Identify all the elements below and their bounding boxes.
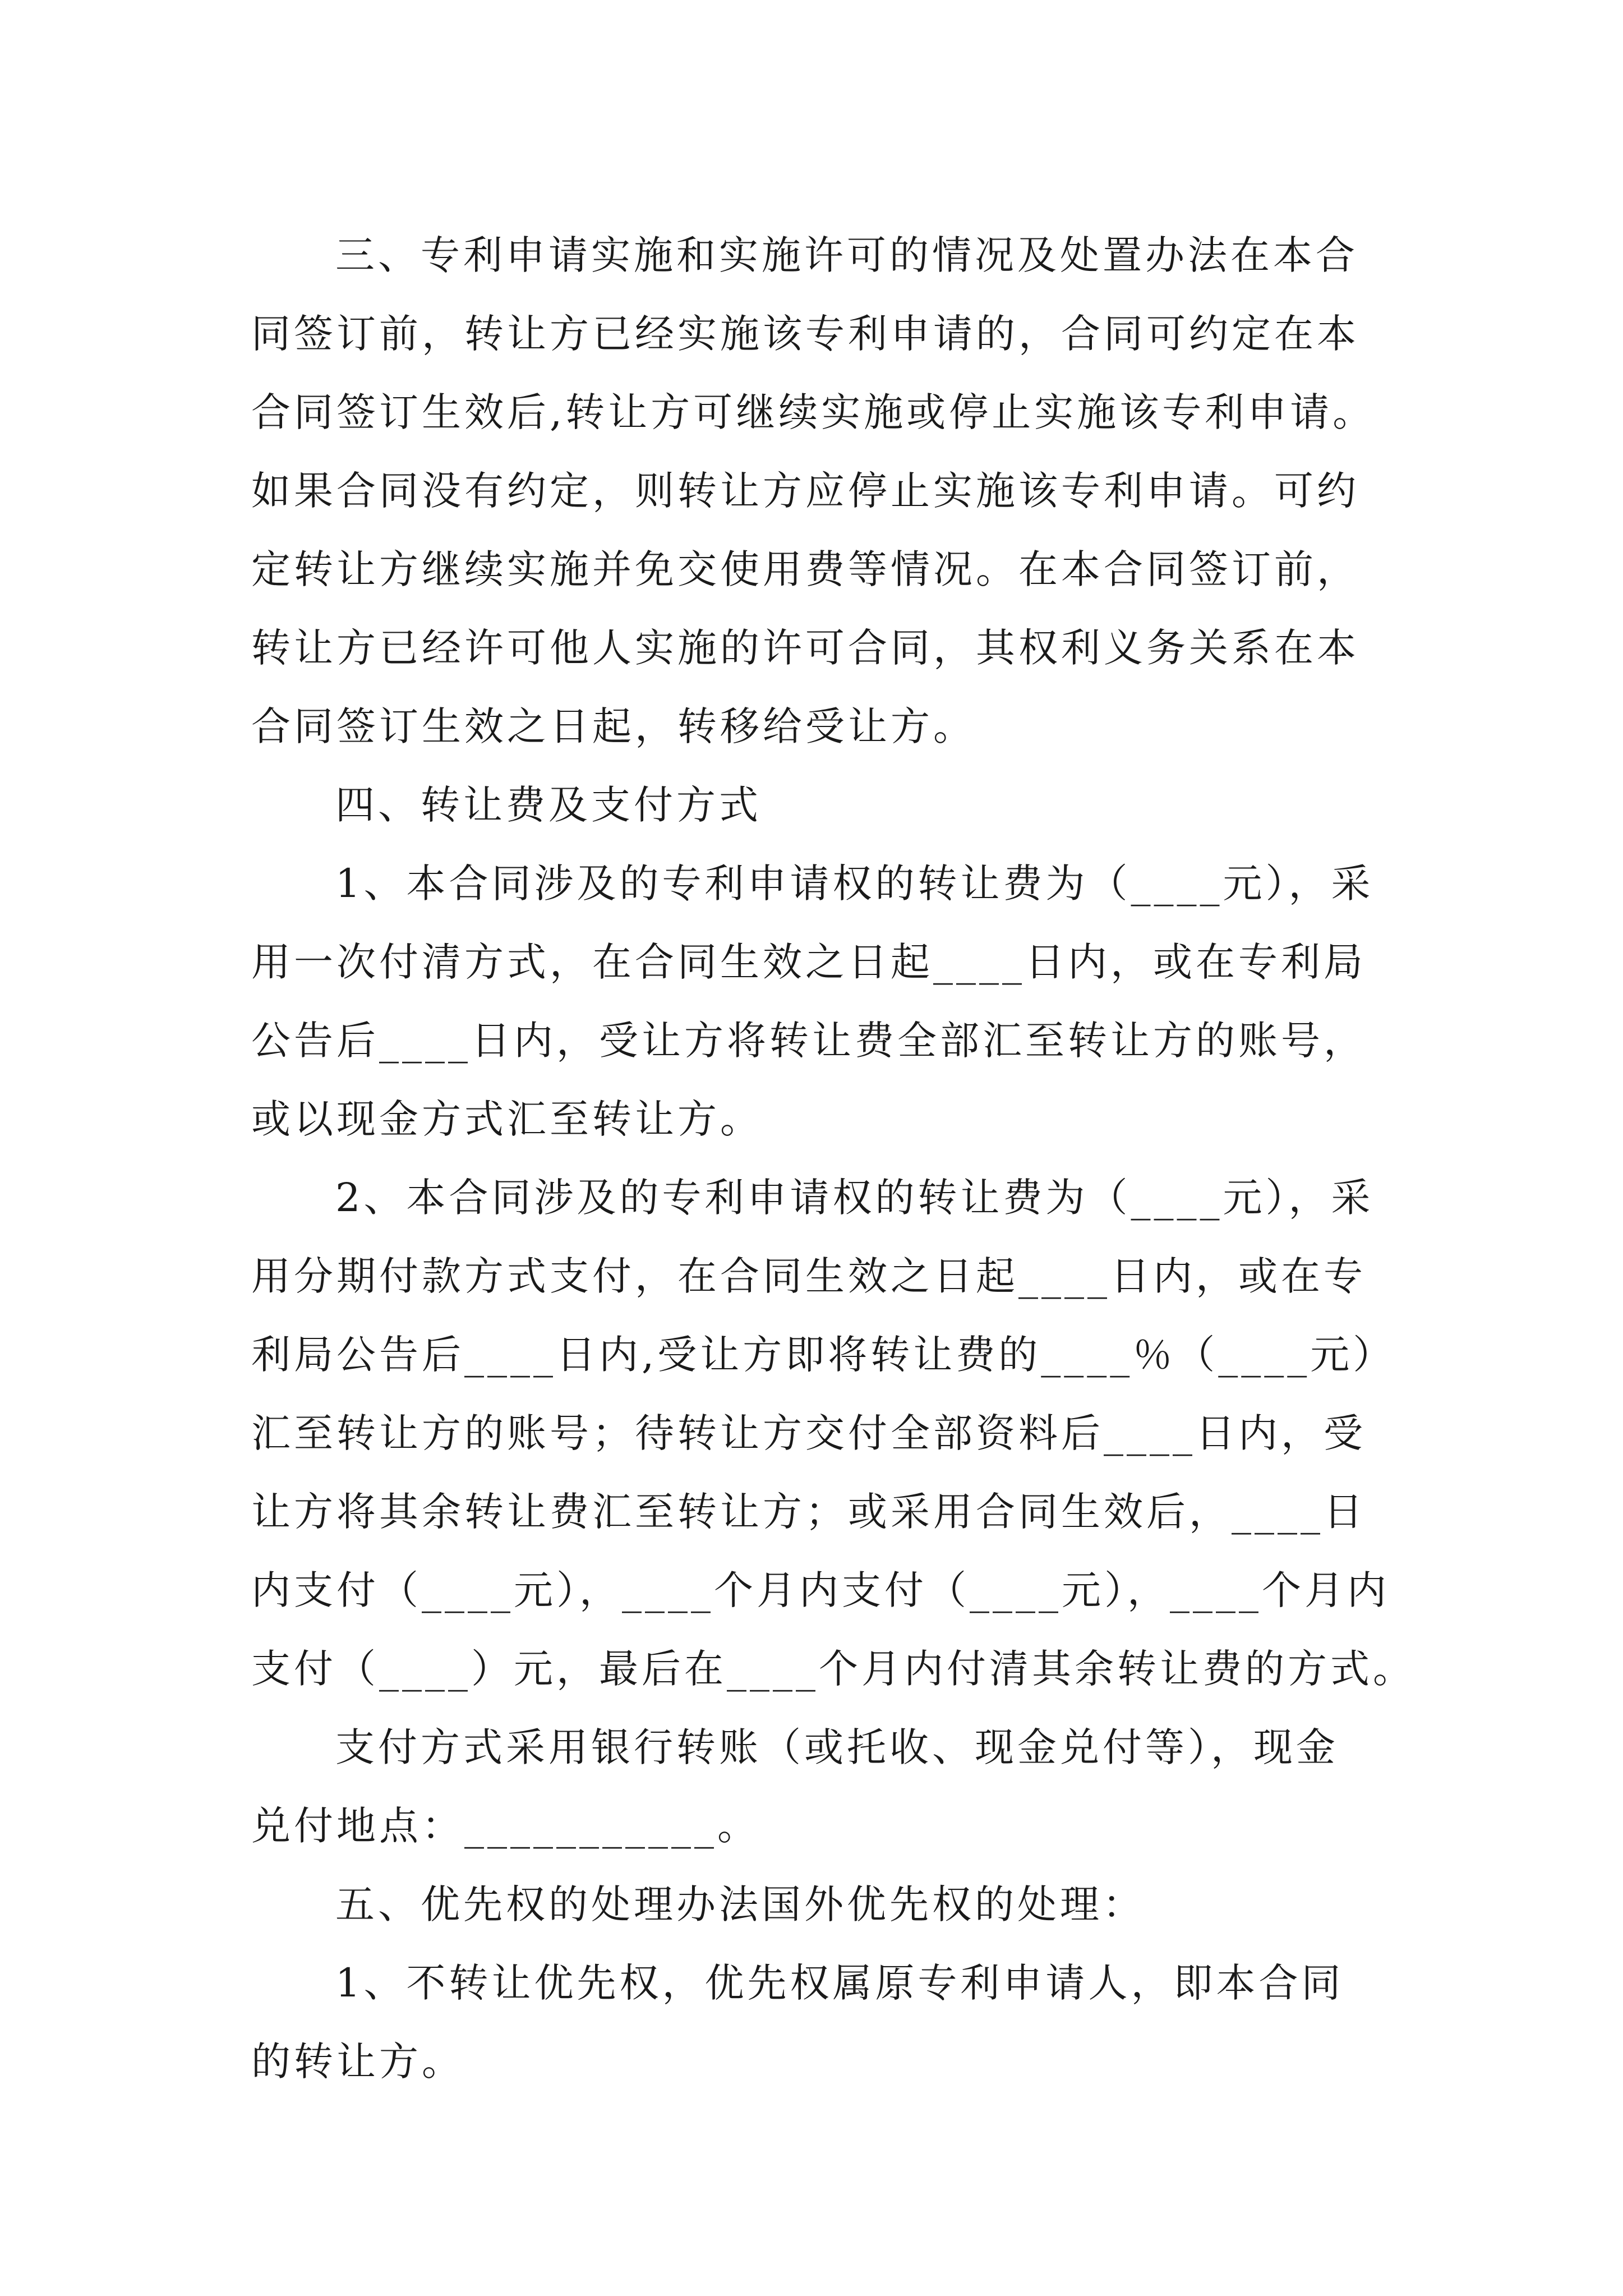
section-5-heading: 五、优先权的处理办法国外优先权的处理： [335, 1881, 1145, 1927]
text-line: 用分期付款方式支付，在合同生效之日起____日内，或在专 [251, 1253, 1366, 1299]
text-line: 或以现金方式汇至转让方。 [251, 1096, 763, 1142]
text-line: 让方将其余转让费汇至转让方；或采用合同生效后，____日 [251, 1489, 1366, 1535]
clause-4-1-line: 1、本合同涉及的专利申请权的转让费为（____元），采 [335, 861, 1374, 907]
text-line: 合同签订生效之日起，转移给受让方。 [251, 703, 976, 749]
text-line: 支付（____）元，最后在____个月内付清其余转让费的方式。 [251, 1646, 1415, 1692]
text-line: 转让方已经许可他人实施的许可合同，其权利义务关系在本 [251, 625, 1359, 671]
text-line: 同签订前，转让方已经实施该专利申请的，合同可约定在本 [251, 311, 1359, 357]
text-line: 内支付（____元），____个月内支付（____元），____个月内 [251, 1567, 1390, 1613]
text-line: 定转让方继续实施并免交使用费等情况。在本合同签订前， [251, 546, 1359, 592]
clause-5-1-line: 1、不转让优先权，优先权属原专利申请人，即本合同 [335, 1960, 1344, 2006]
text-line: 如果合同没有约定，则转让方应停止实施该专利申请。可约 [251, 468, 1359, 514]
text-line: 的转让方。 [251, 2039, 464, 2085]
text-line: 公告后____日内，受让方将转让费全部汇至转让方的账号， [251, 1018, 1366, 1064]
text-line: 利局公告后____日内,受让方即将转让费的____％（____元） [251, 1332, 1396, 1378]
document-body [251, 216, 1435, 2101]
text-line: 合同签订生效后,转让方可继续实施或停止实施该专利申请。 [251, 389, 1376, 435]
text-line: 汇至转让方的账号；待转让方交付全部资料后____日内，受 [251, 1410, 1366, 1456]
text-line: 用一次付清方式，在合同生效之日起____日内，或在专利局 [251, 939, 1366, 985]
section-4-heading: 四、转让费及支付方式 [335, 782, 762, 828]
clause-4-2-line: 2、本合同涉及的专利申请权的转让费为（____元），采 [335, 1175, 1374, 1221]
text-line: 兑付地点：___________。 [251, 1803, 760, 1849]
section-3-heading-line: 三、专利申请实施和实施许可的情况及处置办法在本合 [335, 232, 1358, 278]
payment-method-line: 支付方式采用银行转账（或托收、现金兑付等），现金 [335, 1724, 1339, 1770]
